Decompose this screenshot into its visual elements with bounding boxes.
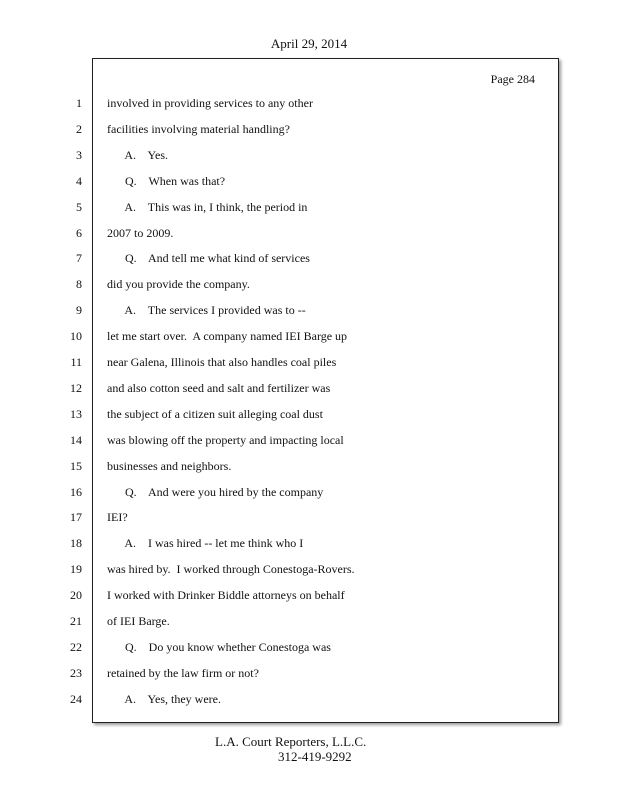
- line-number: 24: [70, 692, 82, 706]
- footer-phone: 312-419-9292: [278, 749, 352, 764]
- line-number: 13: [70, 407, 82, 421]
- transcript-line: A. Yes.: [107, 148, 169, 162]
- line-number: 4: [76, 174, 82, 188]
- line-number: 5: [76, 200, 82, 214]
- line-number: 14: [70, 433, 82, 447]
- line-number: 22: [70, 640, 82, 654]
- transcript-line: Q. Do you know whether Conestoga was: [107, 640, 331, 654]
- line-number: 20: [70, 588, 82, 602]
- transcript-line: 2007 to 2009.: [107, 226, 174, 240]
- line-number: 23: [70, 666, 82, 680]
- transcript-line: involved in providing services to any other: [107, 96, 313, 110]
- transcript-line: Q. And were you hired by the company: [107, 485, 324, 499]
- transcript-line: let me start over. A company named IEI Barge up: [107, 329, 348, 343]
- transcript-line: A. Yes, they were.: [107, 692, 221, 706]
- transcript-line: the subject of a citizen suit alleging coal dust: [107, 407, 323, 421]
- footer-company: L.A. Court Reporters, L.L.C.: [215, 734, 367, 749]
- line-number: 17: [70, 510, 82, 524]
- transcript-line: Q. When was that?: [107, 174, 226, 188]
- line-number: 6: [76, 226, 82, 240]
- line-number: 18: [70, 536, 82, 550]
- page-number: Page 284: [490, 72, 535, 86]
- line-number: 8: [76, 277, 82, 291]
- header-date: April 29, 2014: [270, 36, 348, 51]
- line-number: 9: [76, 303, 82, 317]
- line-number: 10: [70, 329, 82, 343]
- transcript-line: of IEI Barge.: [107, 614, 170, 628]
- line-number: 16: [70, 485, 82, 499]
- transcript-line: A. The services I provided was to --: [107, 303, 306, 317]
- transcript-line: did you provide the company.: [107, 277, 250, 291]
- transcript-line: A. I was hired -- let me think who I: [107, 536, 304, 550]
- transcript-line: businesses and neighbors.: [107, 459, 232, 473]
- line-number: 1: [76, 96, 82, 110]
- line-number: 3: [76, 148, 82, 162]
- line-number: 19: [70, 562, 82, 576]
- transcript-line: IEI?: [107, 510, 128, 524]
- line-number: 12: [70, 381, 82, 395]
- line-number: 7: [76, 251, 82, 265]
- line-number: 21: [70, 614, 82, 628]
- line-number: 15: [70, 459, 82, 473]
- transcript-line: I worked with Drinker Biddle attorneys on behalf: [107, 588, 345, 602]
- transcript-line: and also cotton seed and salt and fertilizer was: [107, 381, 331, 395]
- transcript-line: A. This was in, I think, the period in: [107, 200, 308, 214]
- line-number: 11: [70, 355, 82, 369]
- transcript-line: Q. And tell me what kind of services: [107, 251, 310, 265]
- line-number: 2: [76, 122, 82, 136]
- transcript-line: was blowing off the property and impacting local: [107, 433, 344, 447]
- transcript-line: facilities involving material handling?: [107, 122, 290, 136]
- transcript-line: was hired by. I worked through Conestoga-Rovers.: [107, 562, 355, 576]
- transcript-line: retained by the law firm or not?: [107, 666, 259, 680]
- transcript-line: near Galena, Illinois that also handles coal piles: [107, 355, 337, 369]
